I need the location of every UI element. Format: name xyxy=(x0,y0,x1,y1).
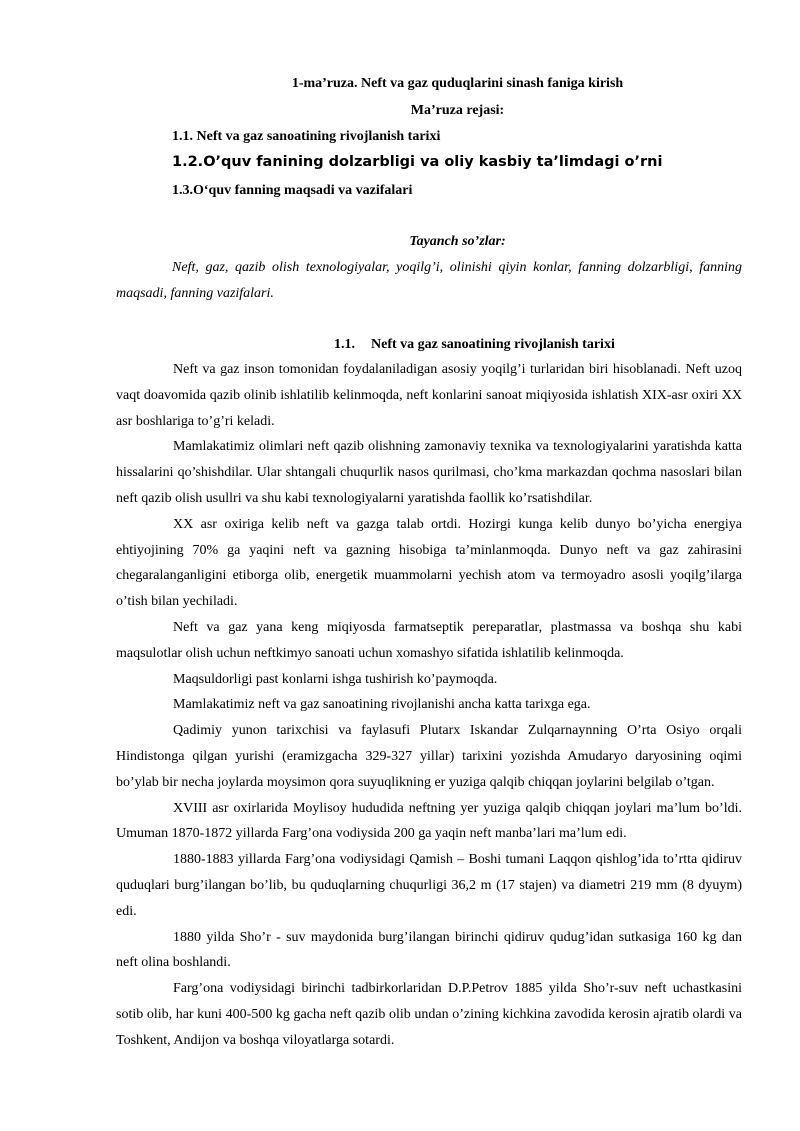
paragraph: Mamlakatimiz olimlari neft qazib olishning zamonaviy texnika va texnologiyalarini yaratishda katta hissalarini qo’shishdilar. Ular shtangali chuqurlik nasos qurilmasi, cho’kma markazdan qochma nasoslari bilan neft qazib olish usullri va shu kabi texnologiyalarni yaratishda faollik ko’rsatishdilar. xyxy=(116,439,742,506)
paragraph: Mamlakatimiz neft va gaz sanoatining rivojlanishi ancha katta tarixga ega. xyxy=(173,697,591,713)
paragraph: Neft va gaz yana keng miqiyosda farmatseptik pereparatlar, plastmassa va boshqa shu kabi maqsulotlar olish uchun neftkimyo sanoati uchun xomashyo sifatida ishlatilib kelinmoqda. xyxy=(116,619,742,661)
paragraph: XX asr oxiriga kelib neft va gazga talab ortdi. Hozirgi kunga kelib dunyo bo’yicha energiya ehtiyojining 70% ga yaqini neft va gazning hisobiga ta’minlanmoqda. Dunyo neft va gaz zahirasini chegaralanganligini etiborga olib, energetik muammolarni yechish atom va termoyadro asosli yoqilg’ilarga o’tish bilan yechiladi. xyxy=(116,516,742,610)
section-number: 1.1. xyxy=(334,337,355,352)
paragraph: Qadimiy yunon tarixchisi va faylasufi Plutarx Iskandar Zulqarnaynning O’rta Osiyo orqali Hindistonga qilgan yurishi (eramizgacha 329-327 yillar) tarixini yozishda Amudaryo daryosining oqimi bo’ylab bir necha joylarda moysimon qora suyuqlikning er yuziga qalqib chiqqan joylarini belgilab o’tgan. xyxy=(116,723,742,790)
lecture-title: 1-ma’ruza. Neft va gaz quduqlarini sinash faniga kirish xyxy=(291,76,624,91)
paragraph: 1880 yilda Sho’r - suv maydonida burg’ilangan birinchi qidiruv qudug’idan sutkasiga 160 kg dan neft olina boshlandi. xyxy=(116,929,742,971)
plan-label: Ma’ruza rejasi: xyxy=(410,103,505,118)
paragraph: Farg’ona vodiysidagi birinchi tadbirkorlaridan D.P.Petrov 1885 yilda Sho’r-suv neft uchastkasini sotib olib, har kuni 400-500 kg gacha neft qazib olib undan o’zining kichkina zavodida kerosin ajratib olardi va Toshkent, Andijon va boshqa viloyatlarga sotardi. xyxy=(116,981,742,1048)
section-heading xyxy=(334,337,615,353)
section-title: Neft va gaz sanoatining rivojlanish tarixi xyxy=(371,337,615,352)
paragraph: Maqsuldorligi past konlarni ishga tushirish ko’paymoqda. xyxy=(173,671,498,687)
paragraph: Neft va gaz inson tomonidan foydalaniladigan asosiy yoqilg’i turlaridan biri hisoblanadi. Neft uzoq vaqt doavomida qazib olinib ishlatilib kelinmoqda, neft konlarini sanoat miqiyosida ishlatish XIX-asr oxiri XX asr boshlariga to’g’ri keladi. xyxy=(116,362,742,429)
keywords-label: Tayanch so’zlar: xyxy=(409,234,506,249)
section-body xyxy=(116,357,742,1054)
paragraph: XVIII asr oxirlarida Moylisoy hududida neftning yer yuziga qalqib chiqqan joylari ma’lum bo’ldi. Umuman 1870-1872 yillarda Farg’ona vodiysida 200 ga yaqin neft manba’lari ma’lum edi. xyxy=(116,800,742,842)
paragraph: 1880-1883 yillarda Farg’ona vodiysidagi Qamish – Boshi tumani Laqqon qishlog’ida to’rtta qidiruv quduqlari burg’ilangan bo’lib, bu quduqlarning chuqurligi 36,2 m (17 stajen) va diametri 219 mm (8 dyuym) edi. xyxy=(116,852,742,919)
plan-item-2: 1.2.O’quv fanining dolzarbligi va oliy kasbiy ta’limdagi o’rni xyxy=(172,154,663,170)
plan-item-1: 1.1. Neft va gaz sanoatining rivojlanish tarixi xyxy=(172,129,441,144)
keywords-line-1: Neft, gaz, qazib olish texnologiyalar, yoqilg’i, olinishi qiyin konlar, fanning dolzarbligi, fanning xyxy=(172,260,742,275)
keywords-line-2: maqsadi, fanning vazifalari. xyxy=(116,286,274,301)
plan-item-3: 1.3.O‘quv fanning maqsadi va vazifalari xyxy=(172,183,413,198)
